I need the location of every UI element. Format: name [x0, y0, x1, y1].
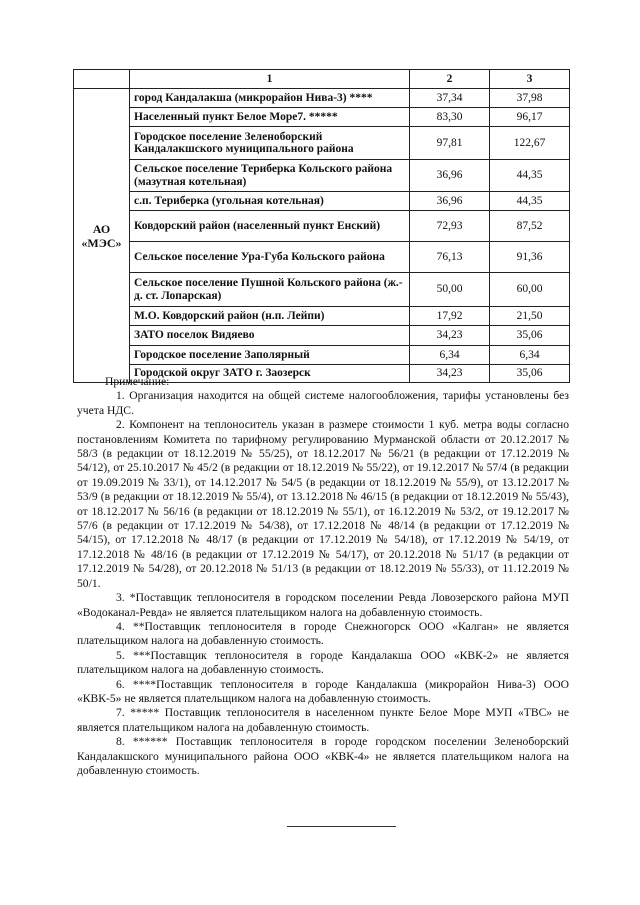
row-name: Сельское поселение Пушной Кольского района (ж.-д. ст. Лопарская) — [130, 273, 410, 307]
row-value-3: 122,67 — [490, 127, 570, 160]
note-6: 6. ****Поставщик теплоносителя в городе Кандалакша (микрорайон Нива-3) ООО «КВК-5» не является плательщиком налога на добавленную стоимость. — [77, 677, 569, 705]
table-row — [74, 307, 570, 326]
header-col-2: 2 — [410, 70, 490, 89]
row-value-2: 50,00 — [410, 273, 490, 307]
row-name: Сельское поселение Териберка Кольского района (мазутная котельная) — [130, 160, 410, 192]
table-row — [74, 160, 570, 192]
row-value-3: 87,52 — [490, 211, 570, 242]
table-row — [74, 127, 570, 160]
row-value-3: 96,17 — [490, 108, 570, 127]
row-value-3: 91,36 — [490, 242, 570, 273]
note-4: 4. **Поставщик теплоносителя в городе Снежногорск ООО «Калган» не является плательщиком налога на добавленную стоимость. — [77, 619, 569, 648]
row-value-3: 6,34 — [490, 346, 570, 365]
row-value-3: 37,98 — [490, 89, 570, 108]
table-row — [74, 242, 570, 273]
row-value-3: 21,50 — [490, 307, 570, 326]
header-empty-cell — [74, 70, 130, 89]
table-row — [74, 192, 570, 211]
organization-cell: АО «МЭС» — [74, 89, 130, 383]
note-3: 3. *Поставщик теплоносителя в городском поселении Ревда Ловозерского района МУП «Водоканал-Ревда» не является плательщиком налога на добавленную стоимость. — [77, 591, 569, 619]
row-name: Ковдорский район (населенный пункт Енский) — [130, 211, 410, 242]
note-7: 7. ***** Поставщик теплоносителя в населенном пункте Белое Море МУП «ТВС» не является плательщиком налога на добавленную стоимость. — [77, 706, 569, 734]
row-value-2: 34,23 — [410, 365, 490, 383]
tariff-table — [73, 69, 570, 383]
row-value-2: 17,92 — [410, 307, 490, 326]
notes-title: Примечание: — [105, 375, 170, 388]
header-col-1: 1 — [130, 70, 410, 89]
table-row — [74, 211, 570, 242]
row-name: Городской округ ЗАТО г. Заозерск — [130, 365, 410, 383]
note-8: 8. ****** Поставщик теплоносителя в городе городском поселении Зеленоборский Кандалакшского муниципального района ООО «КВК-4» не является плательщиком налога на добавленную стоимость. — [77, 735, 569, 777]
row-name: с.п. Териберка (угольная котельная) — [130, 192, 410, 211]
end-divider — [287, 826, 396, 827]
notes-section — [77, 375, 569, 778]
row-name: Городское поселение Зеленоборский Кандалакшского муниципального района — [130, 127, 410, 160]
table-row — [74, 273, 570, 307]
row-name: М.О. Ковдорский район (н.п. Лейпи) — [130, 307, 410, 326]
row-value-3: 35,06 — [490, 365, 570, 383]
row-value-2: 37,34 — [410, 89, 490, 108]
row-value-2: 76,13 — [410, 242, 490, 273]
row-value-2: 36,96 — [410, 192, 490, 211]
row-value-2: 34,23 — [410, 326, 490, 346]
table-row — [74, 326, 570, 346]
row-value-3: 35,06 — [490, 326, 570, 346]
row-name: Городское поселение Заполярный — [130, 346, 410, 365]
header-col-3: 3 — [490, 70, 570, 89]
row-value-2: 6,34 — [410, 346, 490, 365]
row-name: Сельское поселение Ура-Губа Кольского района — [130, 242, 410, 273]
table-header-row — [74, 70, 570, 89]
row-value-3: 60,00 — [490, 273, 570, 307]
row-value-2: 97,81 — [410, 127, 490, 160]
row-name: город Кандалакша (микрорайон Нива-3) **** — [130, 89, 410, 108]
note-2: 2. Компонент на теплоноситель указан в размере стоимости 1 куб. метра воды согласно постановлениям Комитета по тарифному регулированию Мурманской области от 20.12.2017 № 58/3 (в редакции от 18.12.2019 № 55/25), от 18.12.2017 № 56/21 (в редакции от 17.12.2019 № 54/12), от 25.10.2017 № 45/2 (в редакции от 18.12.2019 № 55/22), от 19.12.2017 № 57/4 (в редакции от 19.09.2019 № 33/1), от 14.12.2017 № 54/5 (в редакции от 18.12.2019 № 55/9), от 13.12.2017 № 53/9 (в редакции от 18.12.2019 № 55/4), от 13.12.2018 № 46/15 (в редакции от 18.12.2019 № 55/43), от 18.12.2017 № 56/16 (в редакции от 18.12.2019 № 55/1), от 16.12.2019 № 53/2, от 19.12.2017 № 57/6 (в редакции от 17.12.2019 № 54/38), от 17.12.2018 № 48/14 (в редакции от 17.12.2019 № 54/15), от 17.12.2018 № 48/17 (в редакции от 17.12.2019 № 54/18), от 17.12.2019 № 54/19, от 17.12.2018 № 48/16 (в редакции от 17.12.2019 № 54/17), от 20.12.2018 № 51/17 (в редакции от 17.12.2019 № 54/28), от 20.12.2018 № 51/13 (в редакции от 18.12.2019 № 55/33), от 11.12.2019 № 50/1. — [77, 418, 569, 590]
row-name: ЗАТО поселок Видяево — [130, 326, 410, 346]
row-value-3: 44,35 — [490, 192, 570, 211]
row-value-2: 36,96 — [410, 160, 490, 192]
row-value-3: 44,35 — [490, 160, 570, 192]
note-5: 5. ***Поставщик теплоносителя в городе Кандалакша ООО «КВК-2» не является плательщиком налога на добавленную стоимость. — [77, 648, 569, 677]
table-row — [74, 89, 570, 108]
table-row — [74, 108, 570, 127]
note-1: 1. Организация находится на общей системе налогообложения, тарифы установлены без учета НДС. — [77, 389, 569, 417]
row-name: Населенный пункт Белое Море7. ***** — [130, 108, 410, 127]
row-value-2: 72,93 — [410, 211, 490, 242]
table-row — [74, 346, 570, 365]
row-value-2: 83,30 — [410, 108, 490, 127]
